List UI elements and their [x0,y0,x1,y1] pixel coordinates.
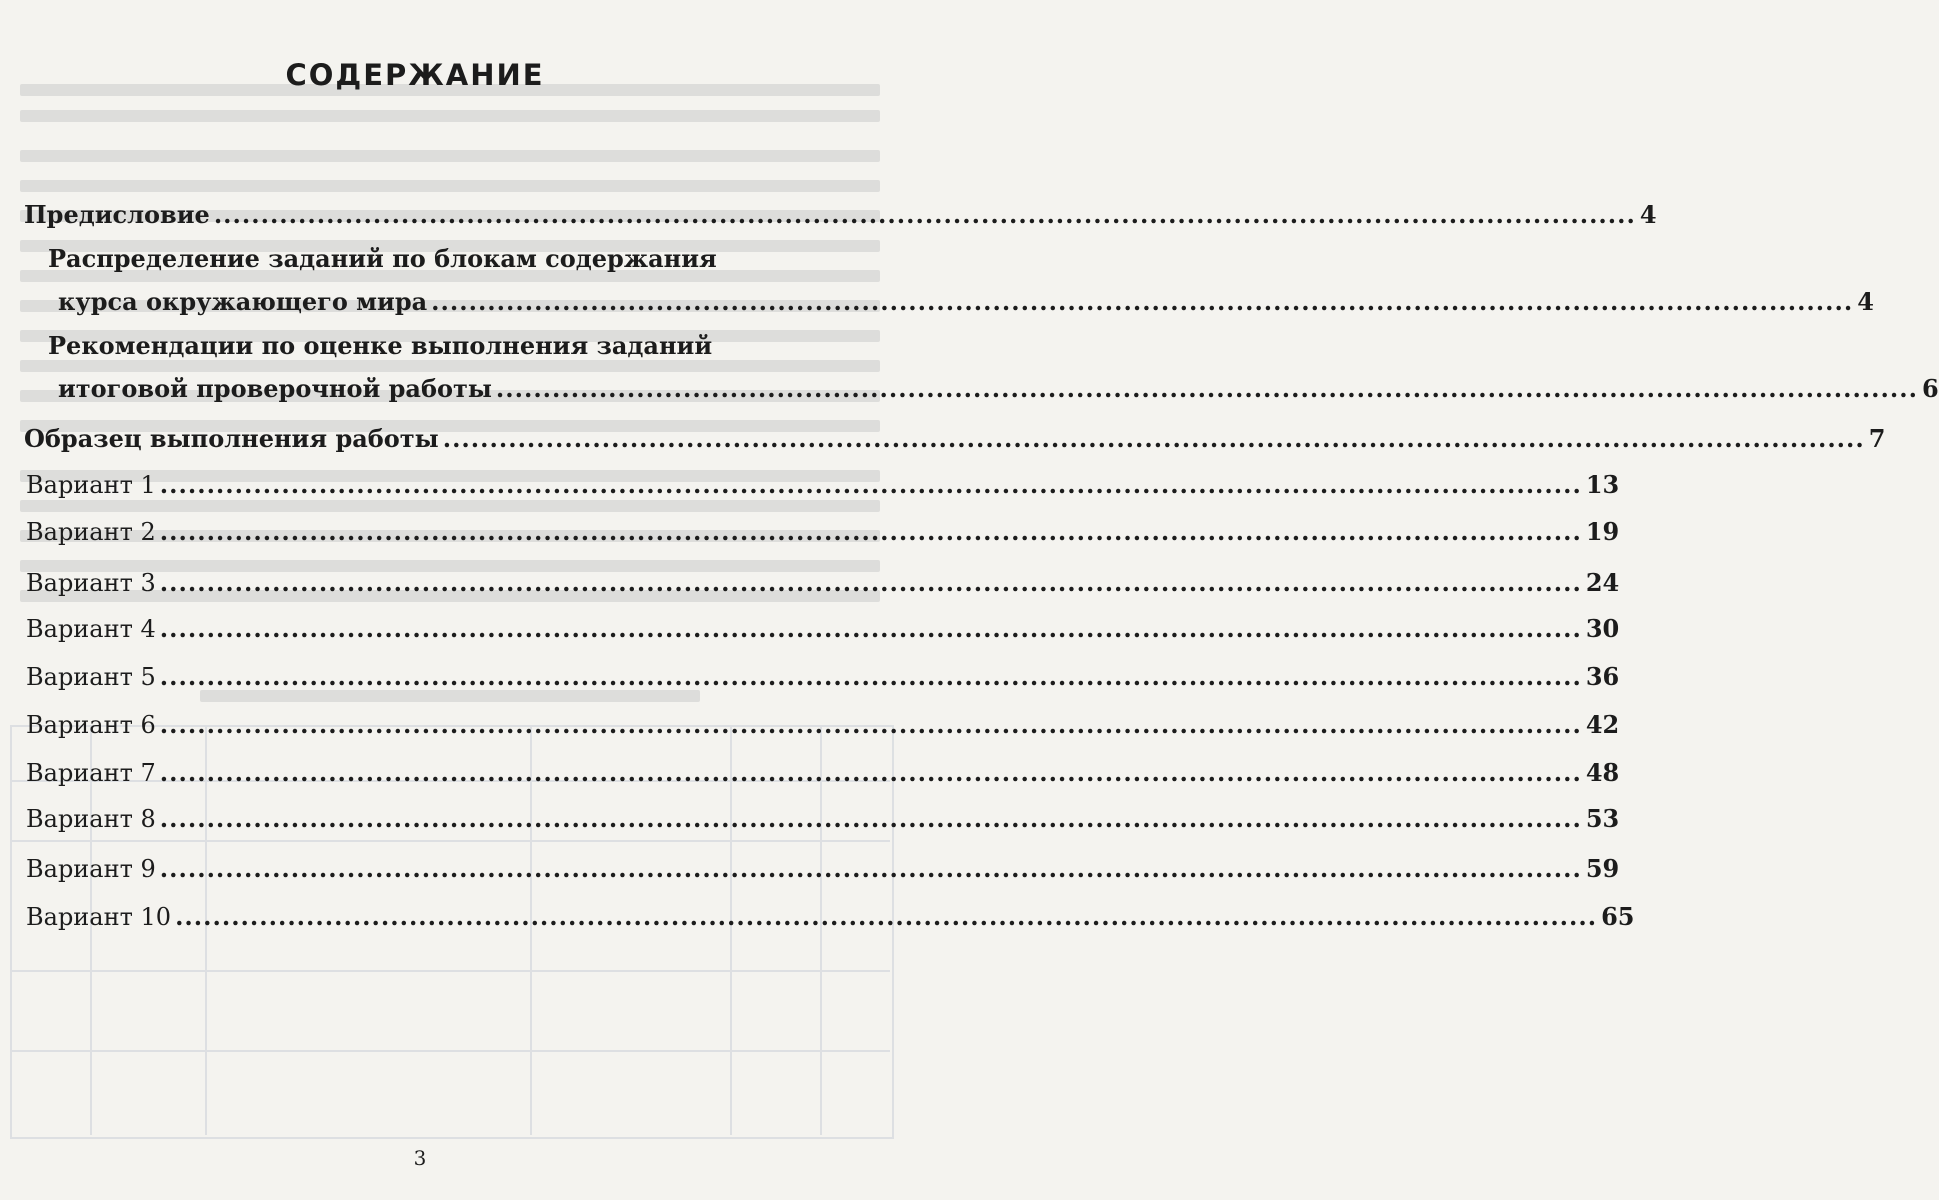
toc-entry-label: Вариант 6 [26,711,156,739]
toc-entry-page: 53 [1585,804,1620,833]
toc-entry-variant-7[interactable] [26,758,1620,787]
toc-entry-preface[interactable] [24,200,1657,229]
toc-entry-label: Вариант 8 [26,805,156,833]
toc-entry-page: 42 [1585,710,1620,739]
toc-entry-label: итоговой проверочной работы [58,374,492,403]
dot-leader: ........................................................................................................................................................ [159,662,1582,691]
toc-entry-label: курса окружающего мира [58,287,428,316]
toc-entry-page: 4 [1857,287,1874,316]
toc-entry-label: Вариант 9 [26,855,156,883]
toc-entry-label: Вариант 10 [26,903,172,931]
toc-entry-label: Вариант 4 [26,615,156,643]
toc-entry-page: 4 [1639,200,1657,229]
toc-entry-label: Образец выполнения работы [24,424,439,453]
dot-leader: ........................................................................................................................................................ [159,568,1582,597]
dot-leader: ........................................................................................................................................................ [159,470,1582,499]
toc-entry-label: Предисловие [24,200,210,229]
toc-entry-page: 36 [1585,662,1620,691]
dot-leader: ........................................................................................................................................................ [159,614,1582,643]
dot-leader: ........................................................................................................................................................ [442,424,1865,453]
dot-leader: ........................................................................................................................................................ [495,374,1918,403]
toc-entry-label: Вариант 5 [26,663,156,691]
toc-entry-label-line1: Распределение заданий по блокам содержания [48,244,717,273]
toc-entry-label: Вариант 3 [26,569,156,597]
toc-entry-label: Вариант 2 [26,518,156,546]
toc-entry-distribution[interactable] [58,287,1874,316]
toc-entry-variant-3[interactable] [26,568,1620,597]
toc-entry-variant-6[interactable] [26,710,1620,739]
dot-leader: ........................................................................................................................................................ [159,758,1582,787]
toc-entry-page: 24 [1585,568,1620,597]
bleed-through-background [0,0,900,1200]
toc-entry-recommendations[interactable] [58,374,1939,403]
dot-leader: ........................................................................................................................................................ [159,804,1582,833]
toc-entry-variant-5[interactable] [26,662,1620,691]
toc-entry-label: Вариант 7 [26,759,156,787]
page-number: 3 [413,1146,427,1170]
toc-entry-sample[interactable] [24,424,1886,453]
toc-entry-page: 19 [1585,517,1620,546]
toc-entry-variant-8[interactable] [26,804,1620,833]
toc-entry-page: 7 [1868,424,1886,453]
toc-entry-label-line1: Рекомендации по оценке выполнения заданий [48,331,713,360]
toc-entry-variant-4[interactable] [26,614,1620,643]
toc-entry-variant-10[interactable] [26,902,1635,931]
dot-leader: ........................................................................................................................................................ [159,854,1582,883]
dot-leader: ........................................................................................................................................................ [159,517,1582,546]
toc-entry-page: 48 [1585,758,1620,787]
toc-entry-variant-1[interactable] [26,470,1620,499]
toc-entry-page: 65 [1601,902,1635,931]
dot-leader: ........................................................................................................................................................ [159,710,1582,739]
dot-leader: ........................................................................................................................................................ [213,200,1636,229]
toc-entry-page: 6 [1921,374,1939,403]
toc-entry-page: 30 [1585,614,1620,643]
toc-entry-variant-9[interactable] [26,854,1620,883]
page-title: СОДЕРЖАНИЕ [285,58,545,92]
toc-entry-page: 59 [1585,854,1620,883]
dot-leader: ........................................................................................................................................................ [175,902,1598,931]
toc-entry-variant-2[interactable] [26,517,1620,546]
dot-leader: ........................................................................................................................................................ [431,287,1854,316]
toc-entry-label: Вариант 1 [26,471,156,499]
toc-entry-page: 13 [1585,470,1620,499]
